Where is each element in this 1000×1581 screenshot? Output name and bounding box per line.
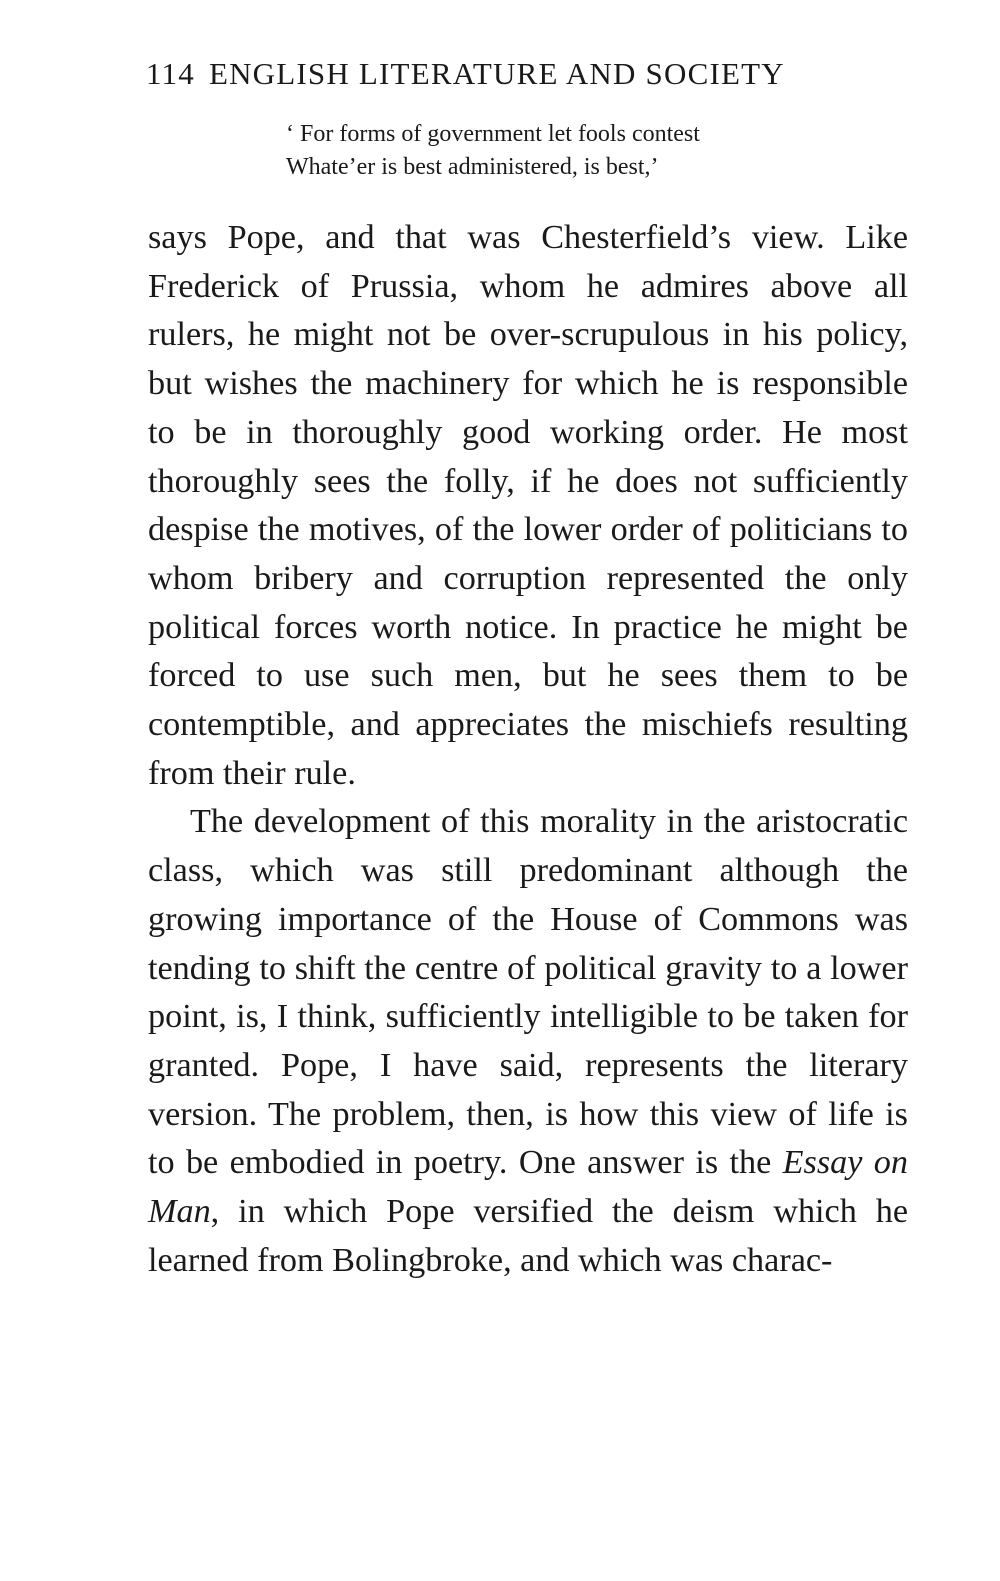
body-text — [148, 214, 908, 1285]
epigraph-line: ‘ For forms of government let fools contest — [286, 121, 700, 147]
running-head — [146, 52, 908, 96]
paragraph-text: The development of this morality in the aristocratic class, which was still predominant although the growing importance of the House of Commons was tending to shift the centre of political gravity to a lower point, is, I think, sufficiently intelligible to be taken for granted. Pope, I have said, represents the literary version. The problem, then, is how this view of life is to be embodied in poetry. One answer is the — [148, 803, 908, 1182]
epigraph-line: Whate’er is best administered, is best,’ — [286, 154, 659, 180]
running-title: ENGLISH LITERATURE AND SOCIETY — [208, 56, 785, 91]
paragraph: says Pope, and that was Chesterfield’s view. Like Frederick of Prussia, whom he admires above all rulers, he might not be over-scrupulous in his policy, but wishes the machinery for which he is responsible to be in thoroughly good working order. He most thoroughly sees the folly, if he does not sufficiently despise the motives, of the lower order of politicians to whom bribery and corruption represented the only political forces worth notice. In practice he might be forced to use such men, but he sees them to be contemptible, and appreciates the mischiefs resulting from their rule. — [148, 219, 908, 792]
page-number: 114 — [146, 56, 195, 91]
epigraph-quote — [286, 118, 908, 184]
paragraph-text: , in which Pope versified the deism which he learned from Bolingbroke, and which was charac- — [148, 1193, 908, 1279]
paragraph — [148, 798, 908, 1285]
book-page — [148, 52, 908, 1285]
book-title: Essay on Man — [148, 1144, 908, 1231]
